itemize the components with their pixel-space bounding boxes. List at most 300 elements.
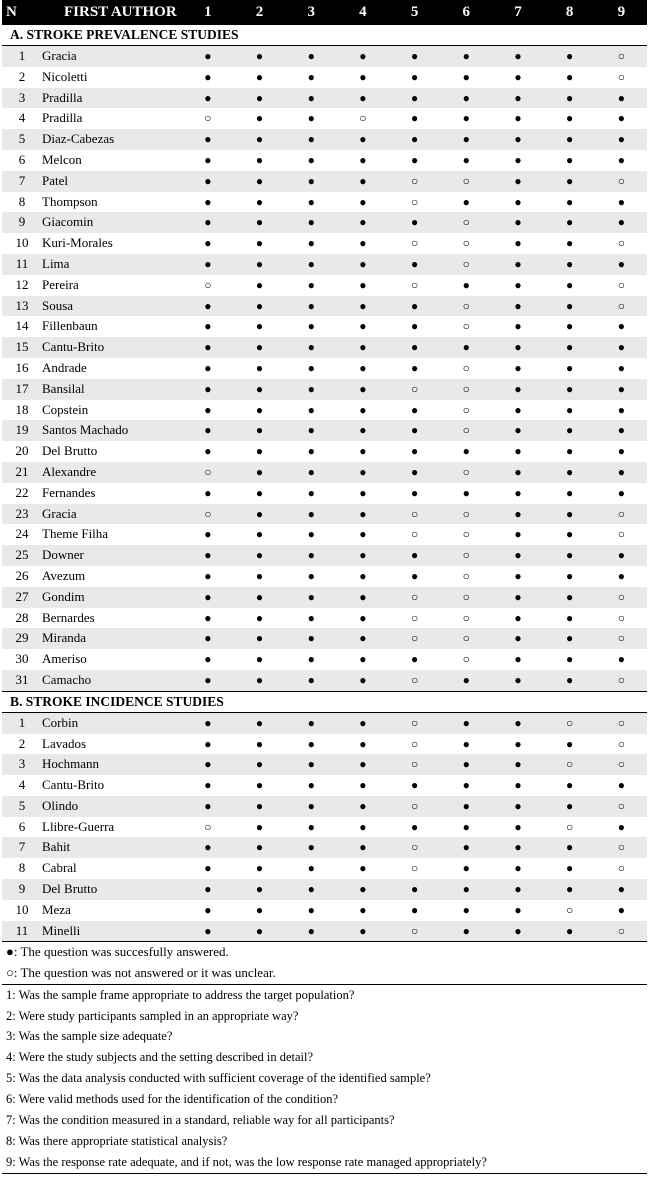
answered-dot-icon: ● (255, 152, 264, 167)
answered-dot-icon: ● (307, 652, 315, 667)
answered-dot-icon: ● (410, 778, 419, 793)
first-author: Giacomin (42, 212, 182, 233)
answered-dot-icon: ● (440, 837, 492, 858)
unanswered-circle-icon: ○ (389, 712, 441, 733)
answered-dot-icon: ● (359, 69, 367, 84)
answered-dot-icon: ● (307, 236, 315, 251)
unanswered-circle-icon: ○ (596, 921, 648, 942)
answered-dot-icon: ● (514, 902, 522, 917)
answered-dot-icon: ● (204, 319, 212, 334)
row-number: 6 (18, 151, 26, 167)
question-text: 1: Was the sample frame appropriate to address the target population? (6, 987, 355, 1002)
first-author: Fillenbaun (42, 318, 98, 334)
answered-dot-icon: ● (492, 628, 544, 649)
table-row (2, 233, 647, 254)
unanswered-circle-icon: ○ (462, 527, 470, 542)
answered-dot-icon: ● (307, 402, 315, 417)
answered-dot-icon: ● (617, 111, 625, 126)
answered-dot-icon: ● (492, 296, 544, 317)
answered-dot-icon: ● (492, 837, 544, 858)
answered-dot-icon: ● (544, 420, 596, 441)
question-list (2, 985, 647, 1174)
row-number: 10 (15, 235, 29, 251)
answered-dot-icon: ● (204, 568, 212, 583)
row-number: 11 (2, 921, 42, 942)
answered-dot-icon: ● (255, 778, 264, 793)
answered-dot-icon: ● (359, 485, 367, 500)
row-number: 19 (2, 420, 42, 441)
table-row (2, 754, 647, 775)
answered-dot-icon: ● (514, 69, 522, 84)
row-number: 22 (15, 484, 29, 500)
answered-dot-icon: ● (544, 337, 596, 358)
first-author: Alexandre (42, 462, 182, 483)
first-author: Ameriso (42, 651, 87, 667)
table-row (2, 921, 647, 942)
answered-dot-icon: ● (596, 379, 648, 400)
answered-dot-icon: ● (566, 652, 574, 667)
unanswered-circle-icon: ○ (410, 194, 419, 209)
answered-dot-icon: ● (389, 462, 441, 483)
answered-dot-icon: ● (566, 236, 574, 251)
answered-dot-icon: ● (307, 444, 315, 459)
answered-dot-icon: ● (410, 69, 419, 84)
answered-dot-icon: ● (285, 879, 337, 900)
unanswered-circle-icon: ○ (617, 277, 625, 292)
answered-dot-icon: ● (492, 420, 544, 441)
unanswered-circle-icon: ○ (596, 296, 648, 317)
answered-dot-icon: ● (204, 236, 212, 251)
answered-dot-icon: ● (440, 46, 492, 67)
answered-dot-icon: ● (234, 46, 286, 67)
answered-dot-icon: ● (492, 712, 544, 733)
table-row (2, 775, 647, 796)
answered-dot-icon: ● (492, 171, 544, 192)
answered-dot-icon: ● (389, 337, 441, 358)
first-author: Fernandes (42, 484, 96, 500)
answered-dot-icon: ● (234, 420, 286, 441)
section-title-row (2, 25, 647, 46)
question-text: 8: Was there appropriate statistical analysis? (6, 1134, 228, 1148)
answered-dot-icon: ● (182, 46, 234, 67)
answered-dot-icon: ● (492, 379, 544, 400)
row-number: 6 (18, 818, 26, 834)
answered-dot-icon: ● (544, 212, 596, 233)
answered-dot-icon: ● (337, 754, 389, 775)
answered-dot-icon: ● (410, 111, 419, 126)
answered-dot-icon: ● (285, 796, 337, 817)
answered-dot-icon: ● (182, 921, 234, 942)
first-author: Pereira (42, 276, 79, 292)
table-row (2, 734, 647, 755)
unanswered-circle-icon: ○ (389, 921, 441, 942)
answered-dot-icon: ● (182, 379, 234, 400)
unanswered-circle-icon: ○ (544, 712, 596, 733)
answered-dot-icon: ● (359, 861, 367, 876)
answered-dot-icon: ● (617, 444, 625, 459)
answered-dot-icon: ● (337, 171, 389, 192)
answered-dot-icon: ● (544, 628, 596, 649)
answered-dot-icon: ● (566, 444, 574, 459)
answered-dot-icon: ● (234, 587, 286, 608)
row-number: 4 (18, 110, 26, 126)
answered-dot-icon: ● (285, 420, 337, 441)
answered-dot-icon: ● (514, 444, 522, 459)
answered-dot-icon: ● (255, 652, 264, 667)
table-row (2, 337, 647, 358)
answered-dot-icon: ● (337, 462, 389, 483)
unanswered-circle-icon: ○ (440, 379, 492, 400)
unanswered-circle-icon: ○ (389, 171, 441, 192)
table-row (2, 379, 647, 400)
answered-dot-icon: ● (234, 670, 286, 691)
answered-dot-icon: ● (462, 111, 470, 126)
answered-dot-icon: ● (492, 88, 544, 109)
unanswered-circle-icon: ○ (440, 587, 492, 608)
table-row (2, 879, 647, 900)
answered-dot-icon: ● (617, 152, 625, 167)
answered-dot-icon: ● (544, 504, 596, 525)
unanswered-circle-icon: ○ (410, 736, 419, 751)
row-number: 10 (15, 901, 29, 917)
unanswered-circle-icon: ○ (389, 504, 441, 525)
table-row (2, 817, 647, 838)
unanswered-circle-icon: ○ (410, 236, 419, 251)
answered-dot-icon: ● (544, 254, 596, 275)
answered-dot-icon: ● (359, 610, 367, 625)
answered-dot-icon: ● (359, 152, 367, 167)
answered-dot-icon: ● (566, 277, 574, 292)
answered-dot-icon: ● (285, 46, 337, 67)
table-row (2, 46, 647, 67)
answered-dot-icon: ● (617, 652, 625, 667)
row-number: 9 (2, 879, 42, 900)
answered-dot-icon: ● (337, 254, 389, 275)
answered-dot-icon: ● (492, 796, 544, 817)
answered-dot-icon: ● (514, 111, 522, 126)
answered-dot-icon: ● (182, 545, 234, 566)
section-title: A. STROKE PREVALENCE STUDIES (2, 25, 647, 46)
answered-dot-icon: ● (182, 254, 234, 275)
answered-dot-icon: ● (285, 379, 337, 400)
answered-dot-icon: ● (204, 194, 212, 209)
first-author: Avezum (42, 567, 86, 583)
table-row (2, 608, 647, 629)
section-title: B. STROKE INCIDENCE STUDIES (2, 691, 647, 712)
row-number: 23 (2, 504, 42, 525)
answered-dot-icon: ● (462, 736, 470, 751)
answered-dot-icon: ● (389, 545, 441, 566)
row-number: 7 (2, 837, 42, 858)
answered-dot-icon: ● (182, 129, 234, 150)
answered-dot-icon: ● (389, 129, 441, 150)
unanswered-circle-icon: ○ (440, 171, 492, 192)
answered-dot-icon: ● (359, 819, 367, 834)
row-number: 14 (15, 318, 29, 334)
answered-dot-icon: ● (204, 778, 212, 793)
row-number: 1 (2, 712, 42, 733)
answered-dot-icon: ● (514, 152, 522, 167)
answered-dot-icon: ● (307, 485, 315, 500)
unanswered-circle-icon: ○ (204, 111, 212, 126)
answered-dot-icon: ● (617, 778, 625, 793)
row-number: 13 (2, 296, 42, 317)
answered-dot-icon: ● (410, 568, 419, 583)
answered-dot-icon: ● (440, 88, 492, 109)
answered-dot-icon: ● (544, 129, 596, 150)
answered-dot-icon: ● (337, 504, 389, 525)
legend-answered: ●: The question was succesfully answered. (6, 944, 229, 960)
first-author: Gondim (42, 587, 182, 608)
row-number: 21 (2, 462, 42, 483)
answered-dot-icon: ● (255, 111, 264, 126)
row-number: 8 (18, 860, 26, 876)
answered-dot-icon: ● (462, 444, 470, 459)
answered-dot-icon: ● (234, 171, 286, 192)
unanswered-circle-icon: ○ (389, 837, 441, 858)
answered-dot-icon: ● (182, 754, 234, 775)
row-number: 8 (18, 193, 26, 209)
answered-dot-icon: ● (492, 504, 544, 525)
answered-dot-icon: ● (544, 296, 596, 317)
answered-dot-icon: ● (492, 545, 544, 566)
answered-dot-icon: ● (255, 319, 264, 334)
unanswered-circle-icon: ○ (596, 46, 648, 67)
question-text: 4: Were the study subjects and the setting described in detail? (6, 1050, 314, 1065)
answered-dot-icon: ● (337, 545, 389, 566)
answered-dot-icon: ● (285, 670, 337, 691)
answered-dot-icon: ● (544, 462, 596, 483)
answered-dot-icon: ● (462, 277, 470, 292)
answered-dot-icon: ● (255, 485, 264, 500)
first-author: Lavados (42, 735, 87, 751)
answered-dot-icon: ● (255, 736, 264, 751)
answered-dot-icon: ● (337, 379, 389, 400)
unanswered-circle-icon: ○ (462, 652, 470, 667)
answered-dot-icon: ● (566, 194, 574, 209)
answered-dot-icon: ● (359, 778, 367, 793)
table-row (2, 649, 647, 670)
answered-dot-icon: ● (514, 360, 522, 375)
row-number: 16 (15, 359, 29, 375)
answered-dot-icon: ● (617, 360, 625, 375)
table-row (2, 171, 647, 192)
row-number: 31 (2, 670, 42, 691)
answered-dot-icon: ● (234, 129, 286, 150)
answered-dot-icon: ● (307, 319, 315, 334)
answered-dot-icon: ● (359, 736, 367, 751)
answered-dot-icon: ● (204, 736, 212, 751)
answered-dot-icon: ● (337, 129, 389, 150)
unanswered-circle-icon: ○ (617, 610, 625, 625)
row-number: 5 (2, 129, 42, 150)
answered-dot-icon: ● (359, 277, 367, 292)
table-row (2, 837, 647, 858)
table-row (2, 212, 647, 233)
row-number: 18 (15, 401, 29, 417)
answered-dot-icon: ● (285, 296, 337, 317)
answered-dot-icon: ● (285, 254, 337, 275)
answered-dot-icon: ● (182, 670, 234, 691)
answered-dot-icon: ● (389, 254, 441, 275)
unanswered-circle-icon: ○ (617, 861, 625, 876)
row-number: 5 (2, 796, 42, 817)
answered-dot-icon: ● (234, 796, 286, 817)
answered-dot-icon: ● (182, 879, 234, 900)
answered-dot-icon: ● (617, 819, 625, 834)
table-row (2, 796, 647, 817)
answered-dot-icon: ● (514, 277, 522, 292)
answered-dot-icon: ● (307, 527, 315, 542)
answered-dot-icon: ● (410, 819, 419, 834)
unanswered-circle-icon: ○ (596, 171, 648, 192)
answered-dot-icon: ● (566, 319, 574, 334)
unanswered-circle-icon: ○ (410, 277, 419, 292)
answered-dot-icon: ● (492, 212, 544, 233)
answered-dot-icon: ● (514, 778, 522, 793)
answered-dot-icon: ● (359, 236, 367, 251)
row-number: 3 (2, 88, 42, 109)
first-author: Bahit (42, 837, 182, 858)
row-number: 27 (2, 587, 42, 608)
answered-dot-icon: ● (204, 69, 212, 84)
answered-dot-icon: ● (492, 462, 544, 483)
unanswered-circle-icon: ○ (462, 568, 470, 583)
unanswered-circle-icon: ○ (617, 736, 625, 751)
answered-dot-icon: ● (182, 420, 234, 441)
answered-dot-icon: ● (462, 778, 470, 793)
answered-dot-icon: ● (389, 212, 441, 233)
first-author: Pradilla (42, 110, 83, 126)
first-author: Cantu-Brito (42, 337, 182, 358)
answered-dot-icon: ● (514, 610, 522, 625)
answered-dot-icon: ● (285, 88, 337, 109)
answered-dot-icon: ● (514, 736, 522, 751)
answered-dot-icon: ● (566, 736, 574, 751)
answered-dot-icon: ● (285, 462, 337, 483)
answered-dot-icon: ● (204, 485, 212, 500)
answered-dot-icon: ● (462, 819, 470, 834)
answered-dot-icon: ● (492, 587, 544, 608)
answered-dot-icon: ● (514, 402, 522, 417)
answered-dot-icon: ● (492, 254, 544, 275)
answered-dot-icon: ● (566, 360, 574, 375)
unanswered-circle-icon: ○ (440, 296, 492, 317)
answered-dot-icon: ● (566, 485, 574, 500)
answered-dot-icon: ● (544, 837, 596, 858)
table-row (2, 129, 647, 150)
answered-dot-icon: ● (514, 319, 522, 334)
header-first-author: FIRST AUTHOR (42, 0, 182, 25)
answered-dot-icon: ● (337, 212, 389, 233)
answered-dot-icon: ● (234, 254, 286, 275)
first-author: Gracia (42, 504, 182, 525)
answered-dot-icon: ● (234, 837, 286, 858)
first-author: Melcon (42, 151, 82, 167)
answered-dot-icon: ● (255, 360, 264, 375)
row-number: 24 (15, 526, 29, 542)
unanswered-circle-icon: ○ (389, 754, 441, 775)
answered-dot-icon: ● (285, 171, 337, 192)
legend (2, 942, 647, 1173)
first-author: Andrade (42, 359, 87, 375)
answered-dot-icon: ● (440, 879, 492, 900)
unanswered-circle-icon: ○ (617, 236, 625, 251)
answered-dot-icon: ● (307, 568, 315, 583)
answered-dot-icon: ● (285, 129, 337, 150)
row-number: 7 (2, 171, 42, 192)
row-number: 12 (15, 276, 29, 292)
row-number: 26 (15, 567, 29, 583)
answered-dot-icon: ● (359, 444, 367, 459)
header-q3: 3 (285, 0, 337, 25)
table-row (2, 545, 647, 566)
header-n: N (2, 0, 42, 25)
table-row (2, 483, 647, 504)
answered-dot-icon: ● (337, 88, 389, 109)
unanswered-circle-icon: ○ (596, 837, 648, 858)
table-row (2, 88, 647, 109)
unanswered-circle-icon: ○ (596, 504, 648, 525)
unanswered-circle-icon: ○ (566, 819, 574, 834)
row-number: 28 (15, 609, 29, 625)
answered-dot-icon: ● (462, 69, 470, 84)
answered-dot-icon: ● (337, 337, 389, 358)
first-author: Corbin (42, 712, 182, 733)
header-q7: 7 (492, 0, 544, 25)
answered-dot-icon: ● (596, 420, 648, 441)
answered-dot-icon: ● (514, 236, 522, 251)
unanswered-circle-icon: ○ (440, 254, 492, 275)
unanswered-circle-icon: ○ (410, 527, 419, 542)
answered-dot-icon: ● (596, 462, 648, 483)
answered-dot-icon: ● (566, 610, 574, 625)
incidence-section (2, 691, 647, 942)
first-author: Miranda (42, 628, 182, 649)
first-author: Del Brutto (42, 443, 98, 459)
answered-dot-icon: ● (285, 921, 337, 942)
answered-dot-icon: ● (410, 652, 419, 667)
header-q5: 5 (389, 0, 441, 25)
answered-dot-icon: ● (337, 420, 389, 441)
answered-dot-icon: ● (285, 212, 337, 233)
answered-dot-icon: ● (255, 277, 264, 292)
answered-dot-icon: ● (544, 46, 596, 67)
answered-dot-icon: ● (544, 921, 596, 942)
unanswered-circle-icon: ○ (359, 111, 367, 126)
unanswered-circle-icon: ○ (462, 360, 470, 375)
answered-dot-icon: ● (182, 88, 234, 109)
answered-dot-icon: ● (234, 545, 286, 566)
first-author: Kuri-Morales (42, 235, 113, 251)
section-title-row (2, 691, 647, 712)
unanswered-circle-icon: ○ (389, 796, 441, 817)
table-row (2, 108, 647, 129)
answered-dot-icon: ● (234, 462, 286, 483)
table-row (2, 628, 647, 649)
unanswered-circle-icon: ○ (182, 504, 234, 525)
unanswered-circle-icon: ○ (389, 628, 441, 649)
unanswered-circle-icon: ○ (596, 712, 648, 733)
unanswered-circle-icon: ○ (596, 587, 648, 608)
first-author: Minelli (42, 921, 182, 942)
unanswered-circle-icon: ○ (462, 610, 470, 625)
answered-dot-icon: ● (234, 296, 286, 317)
question-text: 2: Were study participants sampled in an appropriate way? (6, 1008, 299, 1023)
answered-dot-icon: ● (596, 879, 648, 900)
unanswered-circle-icon: ○ (596, 628, 648, 649)
answered-dot-icon: ● (462, 861, 470, 876)
